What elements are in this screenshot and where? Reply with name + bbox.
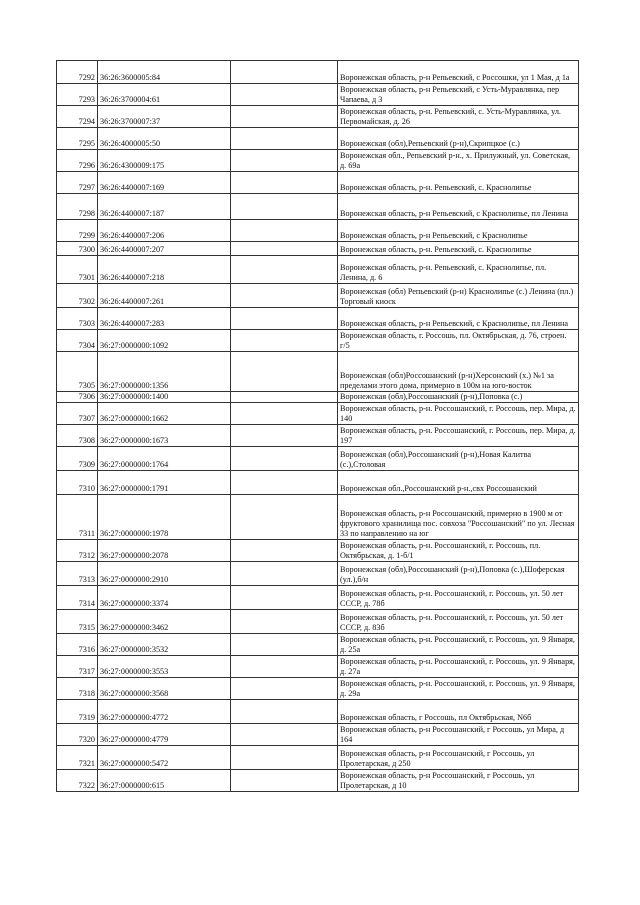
table-row — [57, 700, 579, 724]
address-cell: Воронежская область, р-н Репьевский, с Краснолипье — [338, 220, 579, 242]
table-row — [57, 447, 579, 471]
row-number: 7294 — [57, 106, 98, 128]
table-row — [57, 172, 579, 194]
address-cell: Воронежская область, г Россошь, пл Октябрьская, N6б — [338, 700, 579, 724]
row-number: 7304 — [57, 330, 98, 352]
address-cell: Воронежская область, р-н. Россошанский, г. Россошь, пер. Мира, д. 197 — [338, 425, 579, 447]
empty-cell — [231, 700, 338, 724]
row-number: 7301 — [57, 256, 98, 284]
address-cell: Воронежская область, р-н Россошанский, г Россошь, ул Мира, д 164 — [338, 724, 579, 746]
table-row — [57, 106, 579, 128]
table-row — [57, 242, 579, 256]
empty-cell — [231, 352, 338, 392]
cadastral-number: 36:27:0000000:4772 — [98, 700, 231, 724]
cadastral-number: 36:26:3600005:84 — [98, 61, 231, 84]
table-row — [57, 425, 579, 447]
empty-cell — [231, 447, 338, 471]
table-row — [57, 746, 579, 770]
row-number: 7310 — [57, 471, 98, 495]
empty-cell — [231, 586, 338, 610]
address-cell: Воронежская (обл),Россошанский (р-н),Новая Калитва (с.),Столовая — [338, 447, 579, 471]
address-cell: Воронежская область, р-н Репьевский, с Краснолипье, пл Ленина — [338, 308, 579, 330]
table-row — [57, 284, 579, 308]
table-row — [57, 392, 579, 403]
address-cell: Воронежская область, р-н. Россошанский, г. Россошь, пл. Октябрьская, д. 1-б/1 — [338, 540, 579, 562]
registry-table — [56, 60, 579, 792]
address-cell: Воронежская область, р-н Репьевский, с Россошки, ул 1 Мая, д 1а — [338, 61, 579, 84]
table-row — [57, 330, 579, 352]
address-cell: Воронежская (обл)Россошанский (р-н)Херсонский (х.) №1 за пределами этого дома, примерно в 100м на юго-восток — [338, 352, 579, 392]
row-number: 7299 — [57, 220, 98, 242]
cadastral-number: 36:27:0000000:1662 — [98, 403, 231, 425]
empty-cell — [231, 106, 338, 128]
empty-cell — [231, 471, 338, 495]
row-number: 7318 — [57, 678, 98, 700]
row-number: 7305 — [57, 352, 98, 392]
cadastral-number: 36:27:0000000:1400 — [98, 392, 231, 403]
row-number: 7313 — [57, 562, 98, 586]
empty-cell — [231, 256, 338, 284]
row-number: 7308 — [57, 425, 98, 447]
row-number: 7317 — [57, 656, 98, 678]
empty-cell — [231, 610, 338, 634]
cadastral-number: 36:26:4400007:207 — [98, 242, 231, 256]
cadastral-number: 36:27:0000000:3568 — [98, 678, 231, 700]
table-row — [57, 656, 579, 678]
empty-cell — [231, 562, 338, 586]
table-row — [57, 84, 579, 106]
cadastral-number: 36:26:4400007:169 — [98, 172, 231, 194]
row-number: 7293 — [57, 84, 98, 106]
cadastral-number: 36:27:0000000:2910 — [98, 562, 231, 586]
empty-cell — [231, 61, 338, 84]
cadastral-number: 36:26:4400007:283 — [98, 308, 231, 330]
row-number: 7316 — [57, 634, 98, 656]
empty-cell — [231, 308, 338, 330]
table-row — [57, 634, 579, 656]
table-row — [57, 150, 579, 172]
address-cell: Воронежская обл.,Россошанский р-н.,свх Россошанский — [338, 471, 579, 495]
cadastral-number: 36:27:0000000:2078 — [98, 540, 231, 562]
cadastral-number: 36:27:0000000:1978 — [98, 495, 231, 540]
row-number: 7311 — [57, 495, 98, 540]
address-cell: Воронежская область, р-н Россошанский, примерно в 1900 м от фруктового хранилища пос. совхоза "Россошанский" по ул. Лесная 33 по направлению на юг — [338, 495, 579, 540]
cadastral-number: 36:27:0000000:1791 — [98, 471, 231, 495]
table-row — [57, 540, 579, 562]
empty-cell — [231, 220, 338, 242]
row-number: 7303 — [57, 308, 98, 330]
cadastral-number: 36:27:0000000:3553 — [98, 656, 231, 678]
empty-cell — [231, 150, 338, 172]
cadastral-number: 36:27:0000000:3374 — [98, 586, 231, 610]
cadastral-number: 36:26:4400007:206 — [98, 220, 231, 242]
address-cell: Воронежская область, р-н Россошанский, г Россошь, ул Пролетарская, д 250 — [338, 746, 579, 770]
row-number: 7306 — [57, 392, 98, 403]
table-row — [57, 678, 579, 700]
row-number: 7296 — [57, 150, 98, 172]
cadastral-number: 36:26:4400007:187 — [98, 194, 231, 220]
empty-cell — [231, 746, 338, 770]
address-cell: Воронежская обл., Репьевский р-н., х. Прилужный, ул. Советская, д. 69а — [338, 150, 579, 172]
row-number: 7315 — [57, 610, 98, 634]
row-number: 7309 — [57, 447, 98, 471]
table-row — [57, 495, 579, 540]
address-cell: Воронежская область, г. Россошь, пл. Октябрьская, д. 76, строен. г/5 — [338, 330, 579, 352]
row-number: 7295 — [57, 128, 98, 150]
cadastral-number: 36:27:0000000:3462 — [98, 610, 231, 634]
row-number: 7300 — [57, 242, 98, 256]
cadastral-number: 36:27:0000000:1092 — [98, 330, 231, 352]
address-cell: Воронежская (обл),Репьевский (р-н),Скрипцкое (с.) — [338, 128, 579, 150]
address-cell: Воронежская область, р-н. Репьевский, с. Усть-Муравлянка, ул. Первомайская, д. 26 — [338, 106, 579, 128]
cadastral-number: 36:27:0000000:4779 — [98, 724, 231, 746]
empty-cell — [231, 770, 338, 792]
table-row — [57, 562, 579, 586]
address-cell: Воронежская (обл),Россошанский (р-н),Поповка (с.) — [338, 392, 579, 403]
empty-cell — [231, 172, 338, 194]
address-cell: Воронежская (обл) Репьевский (р-н) Краснолипье (с.) Ленина (пл.) Торговый киоск — [338, 284, 579, 308]
address-cell: Воронежская область, р-н. Россошанский, г. Россошь, ул. 9 Января, д. 29а — [338, 678, 579, 700]
address-cell: Воронежская область, р-н. Репьевский, с. Краснолипье, пл. Ленина, д. 6 — [338, 256, 579, 284]
table-row — [57, 220, 579, 242]
cadastral-number: 36:27:0000000:1356 — [98, 352, 231, 392]
empty-cell — [231, 128, 338, 150]
empty-cell — [231, 678, 338, 700]
cadastral-number: 36:26:4000005:50 — [98, 128, 231, 150]
empty-cell — [231, 495, 338, 540]
row-number: 7312 — [57, 540, 98, 562]
cadastral-number: 36:26:3700004:61 — [98, 84, 231, 106]
cadastral-number: 36:26:3700007:37 — [98, 106, 231, 128]
cadastral-number: 36:27:0000000:1673 — [98, 425, 231, 447]
empty-cell — [231, 634, 338, 656]
address-cell: Воронежская область, р-н. Россошанский, г. Россошь, ул. 9 Января, д. 25а — [338, 634, 579, 656]
address-cell: Воронежская область, р-н. Россошанский, г. Россошь, ул. 50 лет СССР, д. 78б — [338, 586, 579, 610]
address-cell: Воронежская область, р-н Репьевский, с Краснолипье, пл Ленина — [338, 194, 579, 220]
row-number: 7319 — [57, 700, 98, 724]
address-cell: Воронежская область, р-н. Россошанский, г. Россошь, ул. 50 лет СССР, д. 83б — [338, 610, 579, 634]
table-row — [57, 61, 579, 84]
address-cell: Воронежская область, р-н Россошанский, г Россошь, ул Пролетарская, д 10 — [338, 770, 579, 792]
empty-cell — [231, 540, 338, 562]
table-row — [57, 586, 579, 610]
address-cell: Воронежская область, р-н. Репьевский, с. Краснолипье — [338, 172, 579, 194]
table-row — [57, 403, 579, 425]
row-number: 7314 — [57, 586, 98, 610]
cadastral-number: 36:26:4400007:261 — [98, 284, 231, 308]
cadastral-number: 36:27:0000000:1764 — [98, 447, 231, 471]
row-number: 7302 — [57, 284, 98, 308]
cadastral-number: 36:27:0000000:615 — [98, 770, 231, 792]
row-number: 7292 — [57, 61, 98, 84]
empty-cell — [231, 392, 338, 403]
row-number: 7321 — [57, 746, 98, 770]
cadastral-number: 36:27:0000000:5472 — [98, 746, 231, 770]
row-number: 7297 — [57, 172, 98, 194]
table-row — [57, 308, 579, 330]
address-cell: Воронежская область, р-н. Репьевский, с. Краснолипье — [338, 242, 579, 256]
address-cell: Воронежская область, р-н. Россошанский, г. Россошь, ул. 9 Января, д. 27а — [338, 656, 579, 678]
empty-cell — [231, 330, 338, 352]
cadastral-number: 36:26:4300009:175 — [98, 150, 231, 172]
cadastral-number: 36:27:0000000:3532 — [98, 634, 231, 656]
empty-cell — [231, 284, 338, 308]
table-row — [57, 256, 579, 284]
table-row — [57, 194, 579, 220]
empty-cell — [231, 425, 338, 447]
table-row — [57, 352, 579, 392]
row-number: 7322 — [57, 770, 98, 792]
address-cell: Воронежская область, р-н Репьевский, с Усть-Муравлянка, пер Чапаева, д 3 — [338, 84, 579, 106]
table-row — [57, 724, 579, 746]
empty-cell — [231, 403, 338, 425]
row-number: 7307 — [57, 403, 98, 425]
table-row — [57, 770, 579, 792]
empty-cell — [231, 194, 338, 220]
cadastral-number: 36:26:4400007:218 — [98, 256, 231, 284]
row-number: 7320 — [57, 724, 98, 746]
table-row — [57, 610, 579, 634]
empty-cell — [231, 724, 338, 746]
row-number: 7298 — [57, 194, 98, 220]
empty-cell — [231, 656, 338, 678]
table-body — [57, 61, 579, 792]
table-row — [57, 128, 579, 150]
table-row — [57, 471, 579, 495]
empty-cell — [231, 84, 338, 106]
address-cell: Воронежская (обл),Россошанский (р-н),Поповка (с.),Шоферская (ул.),б/н — [338, 562, 579, 586]
address-cell: Воронежская область, р-н. Россошанский, г. Россошь, пер. Мира, д. 140 — [338, 403, 579, 425]
empty-cell — [231, 242, 338, 256]
